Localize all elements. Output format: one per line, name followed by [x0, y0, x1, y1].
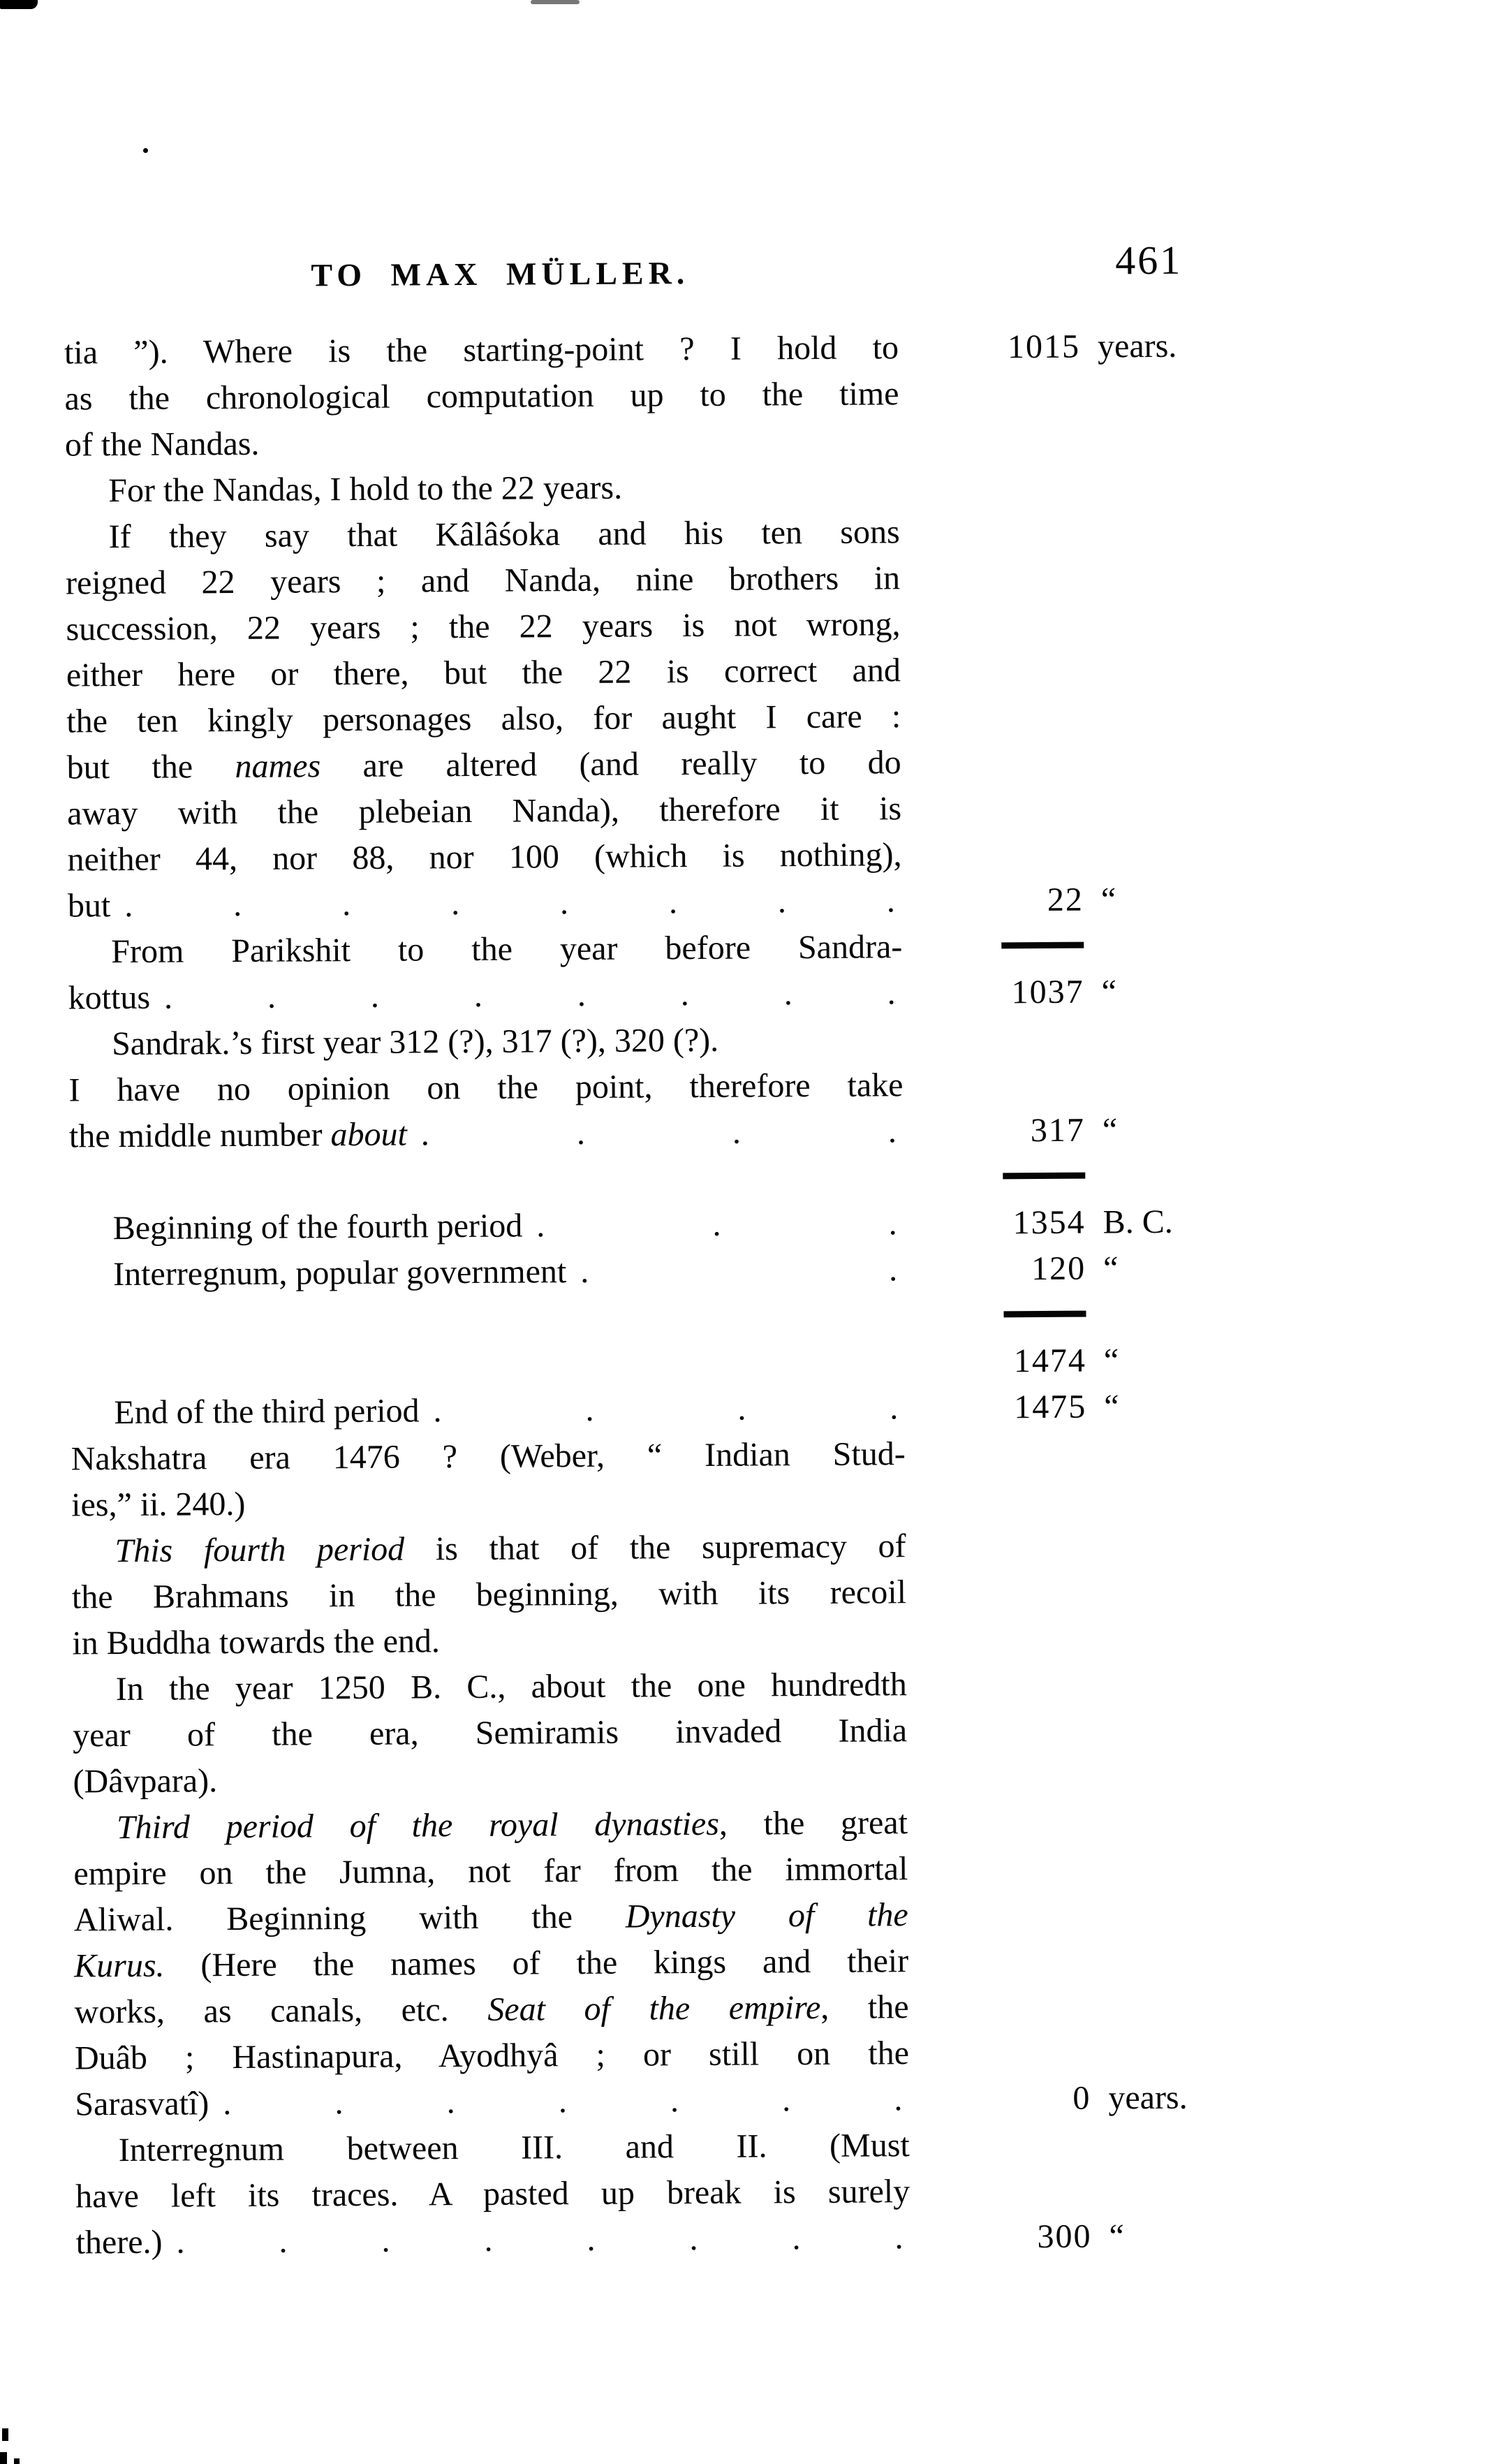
text-line [67, 830, 1191, 883]
year-value: 22 [1047, 881, 1084, 918]
plain-text: Sandrak.’s first year 312 (?), 317 (?), 320 (?). [111, 1021, 719, 1063]
line-text [71, 1372, 905, 1377]
text-line [73, 1845, 1197, 1898]
ditto-mark: “ [1109, 2217, 1125, 2255]
line-text [71, 1385, 905, 1436]
dot-leader: . . . . [433, 1389, 899, 1430]
line-text [73, 1708, 907, 1759]
ditto-mark: “ [1103, 1249, 1119, 1287]
year-column-entry [909, 323, 1188, 371]
line-text [74, 1892, 908, 1943]
line-text [65, 417, 899, 468]
dot-leader: . . . . [420, 1113, 897, 1153]
italic-text: This fourth period [115, 1530, 405, 1570]
plain-text: , the great [718, 1804, 908, 1842]
year-column-entry [915, 1199, 1194, 1247]
text-line [69, 1107, 1193, 1160]
sum-rule [1003, 1173, 1085, 1180]
plain-text: away with the plebeian Nanda), therefore it is [66, 790, 902, 833]
sum-rule-cell [913, 923, 1084, 970]
year-value: 1475 [1014, 1388, 1087, 1426]
year-value: 300 [1037, 2217, 1092, 2256]
plain-text: Interregnum, popular government [112, 1253, 567, 1293]
year-value: 1474 [1013, 1342, 1087, 1380]
plain-text: For the Nandas, I hold to the 22 years. [108, 469, 623, 510]
year-column-entry [915, 1292, 1086, 1339]
plain-text: have left its traces. A pasted up break is surely [75, 2173, 910, 2215]
ditto-mark: “ [1102, 1111, 1118, 1149]
text-line [65, 462, 1189, 515]
line-text [71, 1431, 906, 1482]
line-text [71, 1326, 905, 1331]
line-text [64, 371, 899, 422]
text-line [67, 738, 1191, 791]
year-column-entry [915, 1245, 1194, 1293]
dot-leader: . . . . . . . . [124, 882, 896, 925]
year-column-entry [914, 1154, 1085, 1201]
running-title: TO MAX MÜLLER. [311, 255, 690, 293]
text-line [71, 1430, 1195, 1483]
plain-text: but the [66, 748, 235, 786]
plain-text: is that of the supremacy of [404, 1527, 906, 1568]
line-text [68, 1016, 903, 1067]
text-line [71, 1476, 1195, 1529]
line-text [69, 1108, 904, 1159]
year-value: 1015 [1007, 328, 1081, 366]
plain-text: the ten kingly personages also, for aught I care : [66, 698, 901, 740]
sum-rule-cell [914, 1154, 1085, 1201]
text-line [75, 2075, 1199, 2128]
text-line [66, 600, 1190, 653]
sum-rule [1003, 1311, 1086, 1318]
line-text [68, 878, 902, 929]
line-text-inner [70, 1249, 567, 1298]
dot-leader: . . . . . . . [223, 2081, 903, 2122]
line-text [68, 1062, 903, 1113]
line-text [73, 1846, 908, 1897]
plain-text: year of the era, Semiramis invaded India [73, 1712, 908, 1754]
year-unit: years. [1097, 327, 1177, 365]
text-line [72, 1614, 1196, 1667]
plain-text: End of the third period [114, 1392, 420, 1432]
line-text [71, 1523, 906, 1574]
plain-text: the Brahmans in the beginning, with its recoil [71, 1574, 907, 1616]
plain-text: Interregnum between III. and II. (Must [118, 2127, 910, 2169]
text-line [64, 369, 1188, 423]
text-line [71, 1337, 1195, 1391]
plain-text: succession, 22 years ; the 22 years is not wrong, [66, 606, 901, 648]
plain-text: Aliwal. Beginning with the [73, 1898, 626, 1939]
text-line [75, 2029, 1199, 2082]
text-line [65, 416, 1189, 469]
italic-text: Seat of the empire [487, 1988, 821, 2028]
line-text [67, 832, 901, 883]
line-text-inner [75, 2081, 209, 2127]
italic-text: names [235, 747, 321, 786]
text-line [66, 646, 1190, 699]
plain-text: Beginning of the fourth period [112, 1207, 523, 1247]
plain-text: of the Nandas. [64, 425, 260, 464]
year-unit: B. C. [1103, 1203, 1173, 1241]
page-number: 461 [1115, 237, 1183, 284]
line-text [68, 970, 903, 1021]
plain-text: reigned 22 years ; and Nanda, nine brothers in [65, 559, 901, 602]
year-value: 120 [1031, 1249, 1086, 1288]
plain-text: Nakshatra era 1476 ? (Weber, “ Indian Stud- [71, 1435, 906, 1478]
year-column-entry [913, 877, 1192, 924]
text-line [74, 1937, 1198, 1990]
text-line [72, 1568, 1196, 1621]
year-value: 0 [1072, 2079, 1091, 2117]
line-text [75, 2169, 910, 2220]
line-text [66, 555, 900, 606]
text-line [64, 323, 1188, 376]
year-value: 1354 [1012, 1203, 1086, 1242]
text-line [68, 1061, 1193, 1114]
italic-text: Dynasty of the [625, 1896, 908, 1935]
dot-leader: . . . [536, 1205, 897, 1245]
plain-text: Duâb ; Hastinapura, Ayodhyâ ; or still on the [74, 2034, 910, 2077]
text-line [75, 2121, 1200, 2174]
line-text [73, 1662, 907, 1713]
text-line [70, 1291, 1194, 1344]
line-text [70, 1201, 904, 1252]
text-line [66, 554, 1190, 607]
year-value: 317 [1030, 1111, 1086, 1150]
text-line [66, 692, 1190, 745]
line-text [67, 740, 901, 791]
scan-artifact-tick [0, 2452, 7, 2464]
plain-text: are altered (and really to do [320, 744, 901, 785]
line-text [66, 647, 901, 698]
text-line [68, 969, 1193, 1022]
page-header [64, 237, 1188, 303]
plain-text: kottus [68, 978, 151, 1017]
plain-text: If they say that Kâlâśoka and his ten sons [108, 513, 900, 556]
plain-text: but [67, 887, 111, 925]
ditto-mark: “ [1103, 1342, 1119, 1379]
line-text [66, 694, 901, 745]
line-text-inner [71, 1388, 420, 1436]
text-line [73, 1660, 1197, 1713]
plain-text: empire on the Jumna, not far from the immortal [73, 1850, 908, 1893]
line-text [72, 1569, 906, 1620]
line-text [66, 601, 900, 652]
line-text [70, 1247, 904, 1298]
text-line [70, 1199, 1194, 1252]
plain-text: ies,” ii. 240.) [71, 1485, 246, 1524]
line-text [74, 1984, 908, 2035]
year-column-entry [920, 2075, 1199, 2122]
sum-rule [1001, 942, 1084, 949]
year-unit: years. [1108, 2078, 1188, 2117]
plain-text: works, as canals, etc. [74, 1990, 488, 2031]
text-line [70, 1245, 1194, 1298]
dot-leader: . . . . . . . . [163, 974, 896, 1016]
text-line [73, 1706, 1197, 1759]
line-text [67, 786, 901, 837]
line-text [73, 1754, 907, 1805]
year-column-entry [913, 969, 1192, 1016]
line-text [75, 2215, 910, 2266]
line-text-inner [68, 883, 111, 929]
ditto-mark: “ [1101, 973, 1117, 1011]
line-text-inner [75, 2220, 162, 2266]
line-text [64, 325, 899, 376]
text-line [68, 877, 1192, 930]
plain-text: Sarasvatî) [75, 2085, 209, 2123]
plain-text: In the year 1250 B. C., about the one hundredth [115, 1666, 907, 1708]
text-line [75, 2167, 1200, 2220]
text-line [67, 784, 1191, 837]
text-line [68, 1015, 1193, 1068]
dot-leader: . . [580, 1251, 898, 1291]
line-text [65, 509, 899, 560]
line-text [75, 2122, 910, 2173]
text-line [69, 1153, 1193, 1206]
line-text [74, 1938, 908, 1989]
line-text-inner [69, 1112, 407, 1160]
ditto-mark: “ [1100, 881, 1116, 918]
year-value: 1037 [1011, 973, 1084, 1011]
plain-text: in Buddha towards the end. [72, 1622, 441, 1662]
line-text [65, 463, 899, 514]
year-column-entry [915, 1384, 1195, 1431]
year-column-entry [913, 923, 1084, 970]
text-line [74, 1983, 1198, 2036]
plain-text: neither 44, nor 88, nor 100 (which is nothing), [67, 836, 902, 879]
line-text [75, 2030, 909, 2081]
line-text [73, 1800, 908, 1851]
plain-text: as the chronological computation up to the time [64, 375, 899, 418]
line-text-inner [70, 1203, 523, 1252]
line-text [69, 1188, 904, 1193]
line-text-inner [68, 975, 151, 1022]
plain-text: either here or there, but the 22 is correct and [66, 652, 901, 694]
text-line [73, 1752, 1197, 1805]
text-line [65, 508, 1189, 561]
ditto-mark: “ [1104, 1388, 1119, 1425]
sum-rule-cell [915, 1292, 1086, 1339]
dot-leader: . . . . . . . . [176, 2219, 904, 2261]
text-line [74, 1891, 1198, 1944]
body-rows [64, 323, 1200, 2266]
year-column-entry [914, 1107, 1193, 1154]
plain-text: the middle number [68, 1116, 331, 1155]
italic-text: about [330, 1115, 408, 1154]
italic-text: Third period of the royal dynasties [116, 1805, 720, 1847]
line-text [72, 1615, 906, 1666]
text-line [75, 2213, 1200, 2266]
italic-text: Kurus. [74, 1946, 165, 1985]
text-line [68, 923, 1192, 976]
year-column-entry [915, 1337, 1195, 1385]
plain-text: (Dâvpara). [73, 1762, 218, 1801]
line-text [68, 924, 902, 975]
line-text [75, 2076, 909, 2127]
plain-text: (Here the names of the kings and their [164, 1942, 909, 1984]
plain-text: I have no opinion on the point, therefore take [68, 1066, 904, 1109]
text-line [71, 1522, 1195, 1575]
plain-text: there.) [75, 2223, 163, 2261]
plain-text: , the [820, 1988, 909, 2026]
plain-text: From Parikshit to the year before Sandra- [111, 928, 903, 971]
text-line [71, 1384, 1195, 1437]
line-text [71, 1477, 906, 1528]
year-column-entry [920, 2213, 1200, 2261]
text-line [73, 1798, 1197, 1851]
plain-text: tia ”). Where is the starting-point ? I hold to [64, 329, 899, 372]
